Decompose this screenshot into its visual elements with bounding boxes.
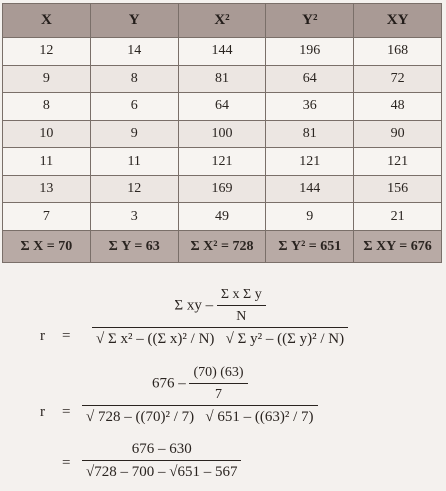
table-cell: 10 xyxy=(3,120,91,148)
table-cell: 21 xyxy=(354,203,442,231)
equals-sign: = xyxy=(62,328,71,344)
correlation-formula xyxy=(92,287,348,348)
simplified-numerator: 676 – 630 xyxy=(131,441,192,457)
table-cell: 9 xyxy=(3,65,91,93)
table-cell: 121 xyxy=(178,148,266,176)
column-header: XY xyxy=(354,4,442,38)
table-cell: 100 xyxy=(178,120,266,148)
table-cell: 6 xyxy=(90,93,178,121)
table-cell: 13 xyxy=(3,175,91,203)
table-cell: 9 xyxy=(266,203,354,231)
column-header: Y² xyxy=(266,4,354,38)
general-fraction xyxy=(92,287,348,348)
table-cell: 168 xyxy=(354,38,442,66)
inner-numerator: Σ x Σ y xyxy=(220,287,262,302)
table-row xyxy=(3,203,442,231)
column-header: X² xyxy=(178,4,266,38)
subst-denominator-left: √ 728 – ((70)² / 7) xyxy=(86,409,195,425)
table-cell: 144 xyxy=(178,38,266,66)
table-cell: 90 xyxy=(354,120,442,148)
table-row xyxy=(3,38,442,66)
general-denominator xyxy=(92,327,348,348)
simplified-formula xyxy=(82,441,241,481)
column-header: Y xyxy=(90,4,178,38)
subst-numerator xyxy=(82,365,318,405)
table-cell: 169 xyxy=(178,175,266,203)
column-header: X xyxy=(3,4,91,38)
subst-denominator-right: √ 651 – ((63)² / 7) xyxy=(205,409,314,425)
table-cell: 12 xyxy=(3,38,91,66)
table-cell: 14 xyxy=(90,38,178,66)
denominator-left: √ Σ x² – ((Σ x)² / N) xyxy=(96,331,215,347)
table-cell: 11 xyxy=(90,148,178,176)
table-cell: 196 xyxy=(266,38,354,66)
minus-sign: – xyxy=(205,297,214,314)
inner-denominator: N xyxy=(217,305,266,325)
total-cell: Σ X² = 728 xyxy=(178,231,266,263)
total-cell: Σ X = 70 xyxy=(3,231,91,263)
table-cell: 11 xyxy=(3,148,91,176)
table-cell: 64 xyxy=(266,65,354,93)
equals-sign-2: = xyxy=(62,404,71,420)
general-numerator xyxy=(92,287,348,327)
r-label: r xyxy=(40,328,45,344)
table-cell: 81 xyxy=(266,120,354,148)
table-cell: 8 xyxy=(3,93,91,121)
table-cell: 3 xyxy=(90,203,178,231)
data-table xyxy=(2,3,442,263)
total-cell: Σ XY = 676 xyxy=(354,231,442,263)
table-row xyxy=(3,65,442,93)
table-cell: 8 xyxy=(90,65,178,93)
subst-inner-denominator: 7 xyxy=(189,383,247,403)
table-cell: 72 xyxy=(354,65,442,93)
r-label-2: r xyxy=(40,404,45,420)
denominator-right: √ Σ y² – ((Σ y)² / N) xyxy=(225,331,345,347)
table-cell: 121 xyxy=(266,148,354,176)
table-cell: 64 xyxy=(178,93,266,121)
total-cell: Σ Y = 63 xyxy=(90,231,178,263)
table-row xyxy=(3,148,442,176)
table-cell: 48 xyxy=(354,93,442,121)
subst-inner-fraction xyxy=(189,365,247,403)
equals-sign-3: = xyxy=(62,455,71,471)
table-row xyxy=(3,120,442,148)
value-676: 676 xyxy=(151,375,175,392)
sum-xy: Σ xy xyxy=(174,297,202,314)
table-cell: 9 xyxy=(90,120,178,148)
table-row xyxy=(3,93,442,121)
inner-fraction xyxy=(217,287,266,325)
simplified-fraction xyxy=(82,441,241,481)
table-cell: 12 xyxy=(90,175,178,203)
simplified-denominator: √728 – 700 – √651 – 567 xyxy=(82,460,241,481)
table-row xyxy=(3,175,442,203)
header-row xyxy=(3,4,442,38)
table-cell: 156 xyxy=(354,175,442,203)
total-cell: Σ Y² = 651 xyxy=(266,231,354,263)
subst-fraction xyxy=(82,365,318,426)
subst-inner-numerator: (70) (63) xyxy=(193,365,244,380)
table-cell: 81 xyxy=(178,65,266,93)
table-cell: 144 xyxy=(266,175,354,203)
table-cell: 49 xyxy=(178,203,266,231)
subst-denominator xyxy=(82,405,318,426)
table-cell: 121 xyxy=(354,148,442,176)
minus-sign-2: – xyxy=(178,375,186,392)
table-cell: 7 xyxy=(3,203,91,231)
table-cell: 36 xyxy=(266,93,354,121)
totals-row xyxy=(3,231,442,263)
substituted-formula xyxy=(82,365,318,426)
